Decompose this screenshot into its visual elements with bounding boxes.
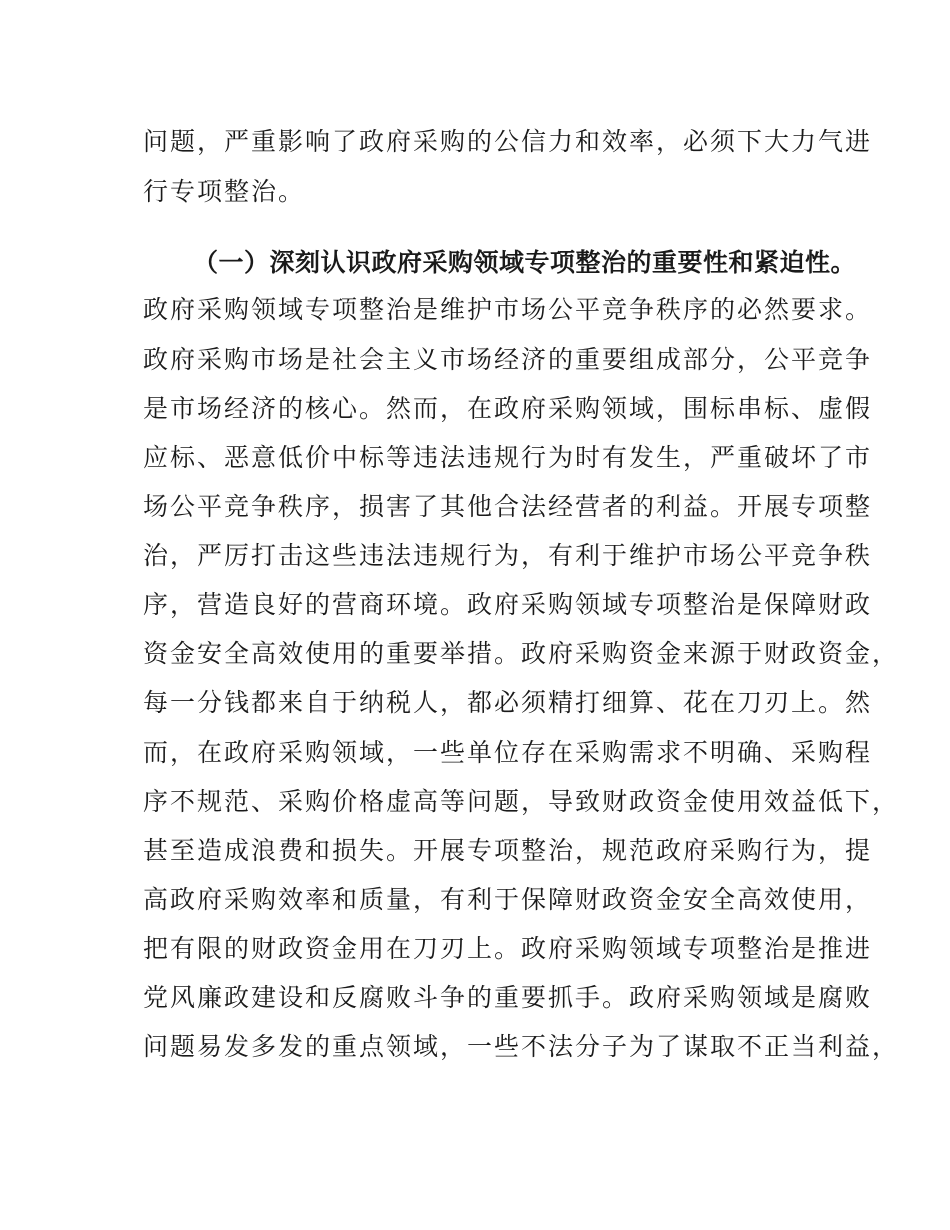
text-line: 资金安全高效使用的重要举措。政府采购资金来源于财政资金，: [143, 639, 900, 668]
text-line: 党风廉政建设和反腐败斗争的重要抓手。政府采购领域是腐败: [143, 983, 873, 1012]
section-heading: （一）深刻认识政府采购领域专项整治的重要性和紧迫性。: [193, 248, 857, 277]
text-line: 问题易发多发的重点领域，一些不法分子为了谋取不正当利益，: [143, 1032, 900, 1061]
text-line: 应标、恶意低价中标等违法违规行为时有发生，严重破坏了市: [143, 443, 873, 472]
text-line: 高政府采购效率和质量，有利于保障财政资金安全高效使用，: [143, 885, 873, 914]
text-line: 政府采购领域专项整治是维护市场公平竞争秩序的必然要求。: [143, 295, 873, 324]
text-line: 每一分钱都来自于纳税人，都必须精打细算、花在刀刃上。然: [143, 688, 873, 717]
text-line: 甚至造成浪费和损失。开展专项整治，规范政府采购行为，提: [143, 836, 873, 865]
text-line: 序不规范、采购价格虚高等问题，导致财政资金使用效益低下，: [143, 787, 900, 816]
text-line: 场公平竞争秩序，损害了其他合法经营者的利益。开展专项整: [143, 492, 873, 521]
text-line: 是市场经济的核心。然而，在政府采购领域，围标串标、虚假: [143, 394, 873, 423]
text-line: 而，在政府采购领域，一些单位存在采购需求不明确、采购程: [143, 738, 873, 767]
text-line: 行专项整治。: [143, 177, 306, 206]
text-line: 问题，严重影响了政府采购的公信力和效率，必须下大力气进: [143, 127, 873, 156]
text-line: 治，严厉打击这些违法违规行为，有利于维护市场公平竞争秩: [143, 541, 873, 570]
text-line: 政府采购市场是社会主义市场经济的重要组成部分，公平竞争: [143, 345, 873, 374]
text-line: 序，营造良好的营商环境。政府采购领域专项整治是保障财政: [143, 590, 873, 619]
text-line: 把有限的财政资金用在刀刃上。政府采购领域专项整治是推进: [143, 934, 873, 963]
